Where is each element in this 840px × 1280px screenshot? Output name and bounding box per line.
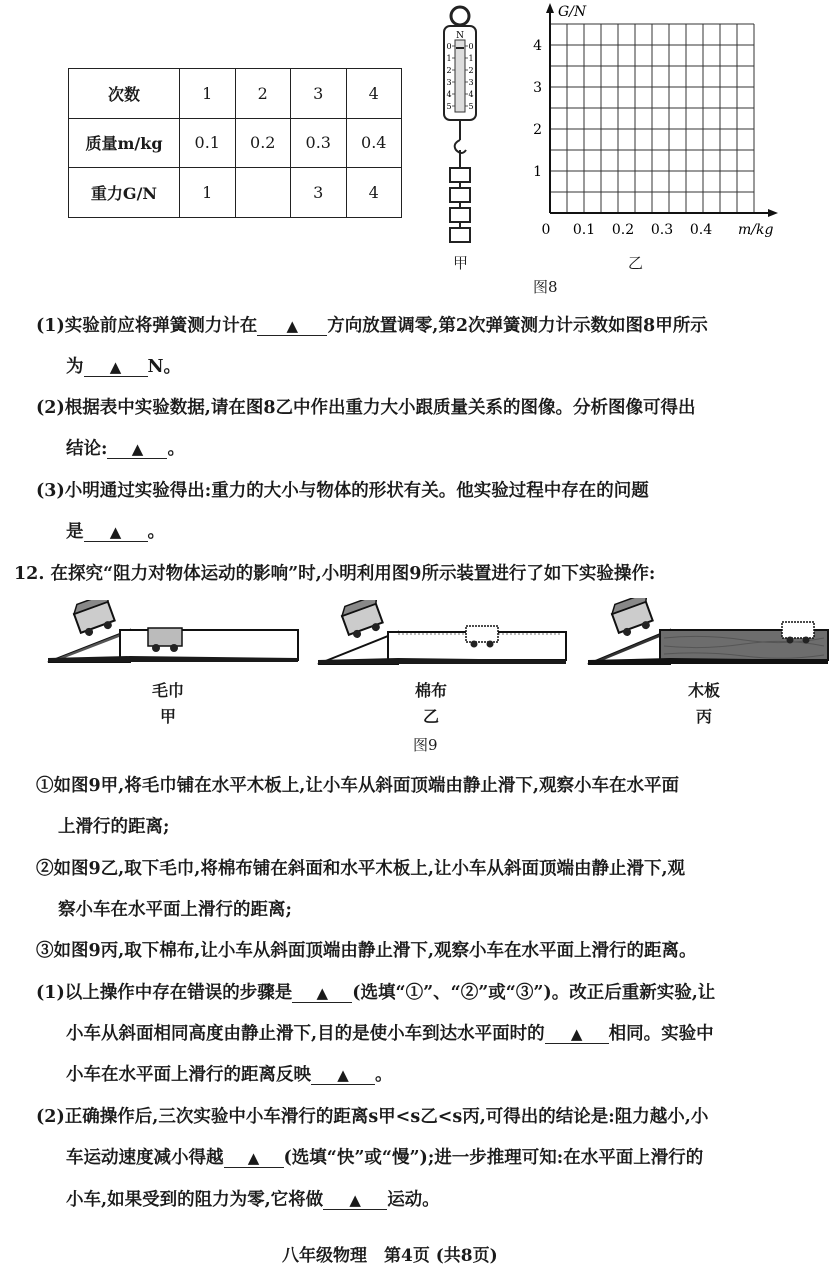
figure8-label-jia: 甲 <box>453 254 469 272</box>
figure8-label-yi: 乙 <box>628 254 644 272</box>
q11-p2-l2-pre: 结论: <box>66 439 108 459</box>
table-cell: 0.2 <box>235 118 291 168</box>
x-tick-label: 0.2 <box>611 222 635 238</box>
surface-label-bing: 丙 <box>695 707 712 726</box>
surface-material-towel: 毛巾 <box>151 681 184 700</box>
surface-label-yi: 乙 <box>422 707 439 726</box>
figure8-caption: 图8 <box>533 278 558 296</box>
q12-p2-l3-pre: 小车,如果受到的阻力为零,它将做 <box>66 1190 324 1210</box>
surface-label-jia: 甲 <box>159 707 176 726</box>
q12-part1-line1 <box>36 983 715 1003</box>
y-tick-label: 2 <box>533 122 542 138</box>
ramp-towel <box>40 600 302 672</box>
table-header-cell: 4 <box>346 69 402 119</box>
table-header-cell: 1 <box>180 69 236 119</box>
q11-p3-l2-post: 。 <box>147 522 165 542</box>
q11-part2-line2 <box>66 439 185 459</box>
table-header-row <box>69 69 402 119</box>
q12-part1-line3 <box>66 1065 393 1085</box>
table-cell: 1 <box>180 168 236 218</box>
q12-part2-line1: (2)正确操作后,三次实验中小车滑行的距离s甲<s乙<s丙,可得出的结论是:阻力越小,小 <box>36 1107 709 1127</box>
q12-step1-line2: 上滑行的距离; <box>58 817 170 837</box>
table-row <box>69 118 402 168</box>
q12-p1-l3-pre: 小车在水平面上滑行的距离反映 <box>66 1065 311 1085</box>
data-table <box>68 68 402 218</box>
q11-p3-l2-pre: 是 <box>66 522 84 542</box>
scale-tick-left: 1 <box>446 54 452 63</box>
y-tick-label: 4 <box>533 38 542 54</box>
table-cell: 4 <box>346 168 402 218</box>
table-cell: 0.1 <box>180 118 236 168</box>
q12-p1-l1-pre: (1)以上操作中存在错误的步骤是 <box>36 983 293 1003</box>
table-cell <box>235 168 291 218</box>
x-tick-label: 0.4 <box>689 222 713 238</box>
q12-p1-l2-post: 相同。实验中 <box>608 1024 714 1044</box>
scale-tick-left: 3 <box>446 78 452 87</box>
scale-tick-left: 2 <box>446 66 452 75</box>
answer-blank: ▲ <box>257 317 327 336</box>
q12-p1-l3-post: 。 <box>375 1065 393 1085</box>
scale-tick-right: 4 <box>468 90 474 99</box>
q11-part3-line1: (3)小明通过实验得出:重力的大小与物体的形状有关。他实验过程中存在的问题 <box>36 481 649 501</box>
x-tick-label: 0.3 <box>650 222 674 238</box>
q12-step2-line2: 察小车在水平面上滑行的距离; <box>58 900 292 920</box>
answer-blank: ▲ <box>107 440 167 459</box>
scale-unit: N <box>456 31 464 41</box>
table-row <box>69 168 402 218</box>
q12-step1-line1: ①如图9甲,将毛巾铺在水平木板上,让小车从斜面顶端由静止滑下,观察小车在水平面 <box>36 776 679 796</box>
q11-p1-l2-pre: 为 <box>66 357 84 377</box>
q12-intro: 12. 在探究“阻力对物体运动的影响”时,小明利用图9所示装置进行了如下实验操作: <box>14 564 656 584</box>
spring-scale-figure <box>430 0 490 260</box>
g-m-grid <box>520 0 790 245</box>
q11-part2-line1: (2)根据表中实验数据,请在图8乙中作出重力大小跟质量关系的图像。分析图像可得出 <box>36 398 696 418</box>
scale-tick-right: 3 <box>468 78 474 87</box>
table-header-cell: 2 <box>235 69 291 119</box>
q12-p1-l2-pre: 小车从斜面相同高度由静止滑下,目的是使小车到达水平面时的 <box>66 1024 545 1044</box>
figure9-caption: 图9 <box>413 736 438 754</box>
y-tick-label: 3 <box>533 80 542 96</box>
q11-part3-line2 <box>66 522 165 542</box>
x-tick-label: 0.1 <box>572 222 596 238</box>
ramp-cotton <box>312 600 572 672</box>
q11-p1-mid: 方向放置调零,第2次弹簧测力计示数如图8甲所示 <box>327 316 708 336</box>
q11-part1-line1 <box>36 316 708 336</box>
table-cell: 0.4 <box>346 118 402 168</box>
q11-p2-l2-post: 。 <box>167 439 185 459</box>
answer-blank: ▲ <box>323 1191 387 1210</box>
q12-p1-l1-post: (选填“①”、“②”或“③”)。改正后重新实验,让 <box>352 983 716 1003</box>
table-header-cell: 3 <box>291 69 347 119</box>
q12-part2-line3 <box>66 1190 440 1210</box>
q12-p2-l2-post: (选填“快”或“慢”);进一步推理可知:在水平面上滑行的 <box>283 1148 704 1168</box>
q12-step3-line1: ③如图9丙,取下棉布,让小车从斜面顶端由静止滑下,观察小车在水平面上滑行的距离。 <box>36 941 697 961</box>
scale-tick-left: 4 <box>446 90 452 99</box>
scale-tick-left: 0 <box>446 42 452 51</box>
table-row-label: 重力G/N <box>69 168 180 218</box>
scale-tick-right: 5 <box>468 102 474 111</box>
ramp-wood <box>584 598 834 672</box>
q12-step2-line1: ②如图9乙,取下毛巾,将棉布铺在斜面和水平木板上,让小车从斜面顶端由静止滑下,观 <box>36 859 686 879</box>
answer-blank: ▲ <box>311 1066 375 1085</box>
y-axis-label: G/N <box>558 4 587 20</box>
table-cell: 3 <box>291 168 347 218</box>
surface-material-wood: 木板 <box>687 681 720 700</box>
scale-tick-right: 2 <box>468 66 474 75</box>
q12-p2-l2-pre: 车运动速度减小得越 <box>66 1148 224 1168</box>
q11-p1-pre: (1)实验前应将弹簧测力计在 <box>36 316 258 336</box>
x-tick-label: 0 <box>541 222 551 238</box>
table-header-cell: 次数 <box>69 69 180 119</box>
answer-blank: ▲ <box>545 1025 609 1044</box>
page-footer: 八年级物理 第4页 (共8页) <box>282 1246 498 1266</box>
answer-blank: ▲ <box>84 358 148 377</box>
scale-tick-right: 0 <box>468 42 474 51</box>
scale-tick-left: 5 <box>446 102 452 111</box>
y-tick-label: 1 <box>533 164 542 180</box>
table-row-label: 质量m/kg <box>69 118 180 168</box>
q11-p1-l2-post: N。 <box>147 357 181 377</box>
answer-blank: ▲ <box>224 1149 284 1168</box>
q12-p2-l3-post: 运动。 <box>387 1190 440 1210</box>
q11-part1-line2 <box>66 357 181 377</box>
answer-blank: ▲ <box>84 523 148 542</box>
surface-material-cotton: 棉布 <box>414 681 447 700</box>
answer-blank: ▲ <box>292 984 352 1003</box>
scale-tick-right: 1 <box>468 54 474 63</box>
x-axis-label: m/kg <box>738 222 774 238</box>
q12-part2-line2 <box>66 1148 703 1168</box>
table-cell: 0.3 <box>291 118 347 168</box>
q12-part1-line2 <box>66 1024 714 1044</box>
